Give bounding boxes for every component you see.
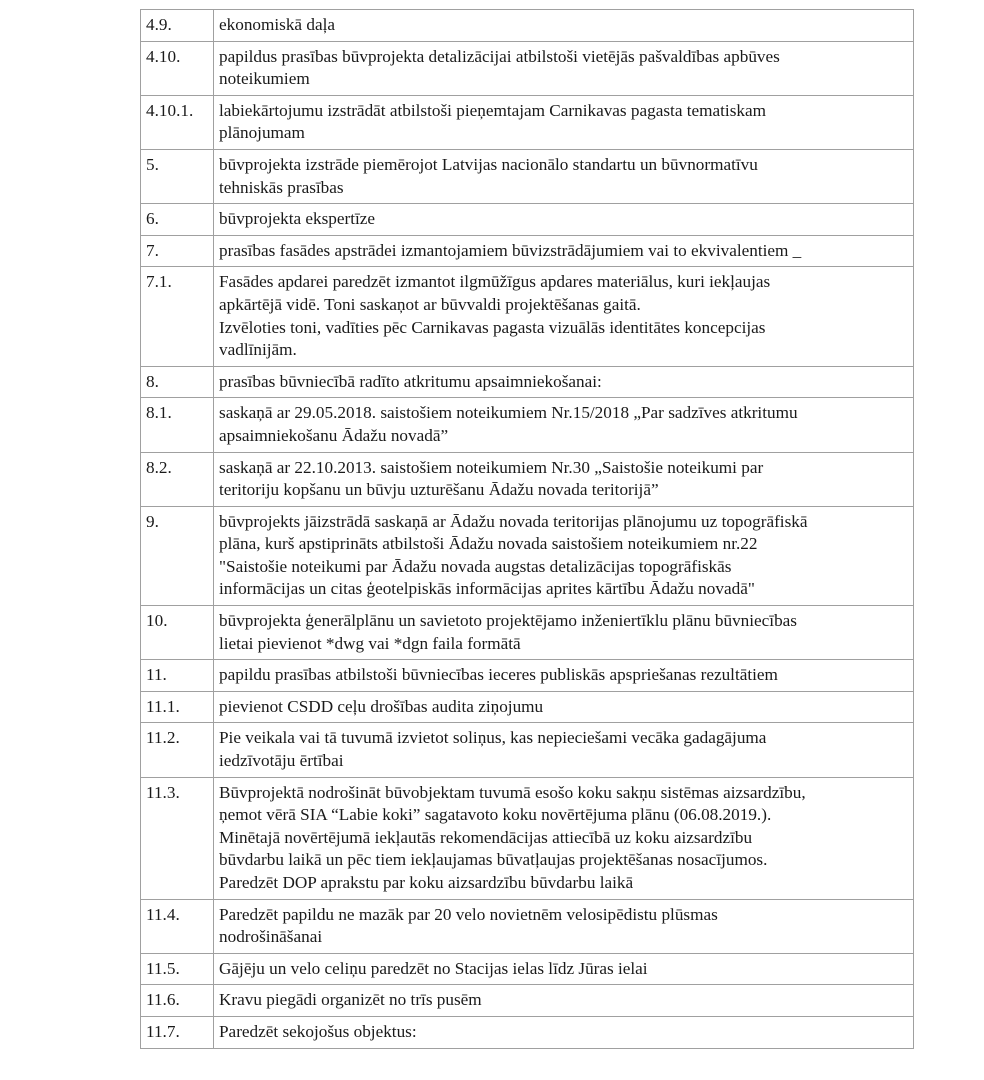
item-text [214, 1016, 914, 1048]
item-number: 4.9. [141, 10, 214, 42]
item-text [214, 149, 914, 203]
item-text-line: Paredzēt papildu ne mazāk par 20 velo novietnēm velosipēdistu plūsmas [219, 904, 718, 924]
item-text-line: Fasādes apdarei paredzēt izmantot ilgmūžīgus apdares materiālus, kuri iekļaujas [219, 272, 771, 292]
item-number: 6. [141, 204, 214, 236]
item-text [214, 95, 914, 149]
item-text-line: saskaņā ar 22.10.2013. saistošiem noteikumiem Nr.30 „Saistošie noteikumi par [219, 457, 764, 477]
item-text-line: Gājēju un velo celiņu paredzēt no Stacijas ielas līdz Jūras ielai [219, 958, 648, 978]
item-number: 4.10. [141, 41, 214, 95]
table-row [141, 1016, 914, 1048]
item-text [214, 899, 914, 953]
item-text [214, 10, 914, 42]
item-number: 7. [141, 235, 214, 267]
item-text-line: prasības būvniecībā radīto atkritumu apsaimniekošanai: [219, 371, 602, 391]
item-text-line: Izvēloties toni, vadīties pēc Carnikavas pagasta vizuālās identitātes koncepcijas [219, 317, 766, 337]
item-text-line: labiekārtojumu izstrādāt atbilstoši pieņemtajam Carnikavas pagasta tematiskam [219, 100, 766, 120]
item-text [214, 660, 914, 692]
table-row [141, 204, 914, 236]
table-row [141, 777, 914, 899]
table-row [141, 953, 914, 985]
item-text-line: plānojumam [219, 123, 305, 143]
item-text [214, 985, 914, 1017]
item-number: 11.4. [141, 899, 214, 953]
item-text-line: prasības fasādes apstrādei izmantojamiem būvizstrādājumiem vai to ekvivalentiem _ [219, 240, 802, 260]
item-text-line: papildus prasības būvprojekta detalizācijai atbilstoši vietējās pašvaldības apbūves [219, 46, 780, 66]
item-text-line: būvprojekta ekspertīze [219, 209, 376, 229]
item-text-line: Kravu piegādi organizēt no trīs pusēm [219, 990, 482, 1010]
item-number: 8. [141, 366, 214, 398]
table-row [141, 985, 914, 1017]
table-row [141, 10, 914, 42]
item-text [214, 41, 914, 95]
item-text-line: nodrošināšanai [219, 927, 323, 947]
item-text-line: "Saistošie noteikumi par Ādažu novada augstas detalizācijas topogrāfiskās [219, 556, 732, 576]
item-number: 11.1. [141, 691, 214, 723]
item-text [214, 235, 914, 267]
item-text [214, 953, 914, 985]
table-row [141, 691, 914, 723]
item-text [214, 723, 914, 777]
item-number: 8.1. [141, 398, 214, 452]
item-number: 11.3. [141, 777, 214, 899]
item-text-line: vadlīnijām. [219, 340, 297, 360]
item-text-line: Paredzēt sekojošus objektus: [219, 1021, 417, 1041]
table-row [141, 723, 914, 777]
item-number: 11.6. [141, 985, 214, 1017]
requirements-table [140, 9, 914, 1049]
table-row [141, 506, 914, 605]
table-row [141, 41, 914, 95]
item-text [214, 452, 914, 506]
table-row [141, 398, 914, 452]
item-text [214, 366, 914, 398]
item-number: 11.2. [141, 723, 214, 777]
item-text [214, 606, 914, 660]
item-text-line: pievienot CSDD ceļu drošības audita ziņojumu [219, 696, 544, 716]
item-number: 11. [141, 660, 214, 692]
item-text [214, 506, 914, 605]
item-text-line: lietai pievienot *dwg vai *dgn faila formātā [219, 633, 521, 653]
item-text-line: teritoriju kopšanu un būvju uzturēšanu Ādažu novada teritorijā” [219, 480, 659, 500]
item-text-line: plāna, kurš apstiprināts atbilstoši Ādažu novada saistošiem noteikumiem nr.22 [219, 534, 758, 554]
item-text-line: būvprojekts jāizstrādā saskaņā ar Ādažu novada teritorijas plānojumu uz topogrāfiskā [219, 511, 808, 531]
item-number: 4.10.1. [141, 95, 214, 149]
item-number: 7.1. [141, 267, 214, 366]
item-text [214, 204, 914, 236]
item-number: 11.7. [141, 1016, 214, 1048]
item-text-line: ekonomiskā daļa [219, 15, 335, 34]
item-text-line: Paredzēt DOP aprakstu par koku aizsardzību būvdarbu laikā [219, 873, 634, 892]
item-text-line: tehniskās prasības [219, 177, 344, 197]
table-row [141, 95, 914, 149]
item-text [214, 398, 914, 452]
item-text-line: Būvprojektā nodrošināt būvobjektam tuvumā esošo koku sakņu sistēmas aizsardzību, [219, 782, 806, 802]
item-text-line: būvdarbu laikā un pēc tiem iekļaujamas būvatļaujas projektēšanas nosacījumos. [219, 850, 768, 870]
item-text-line: saskaņā ar 29.05.2018. saistošiem noteikumiem Nr.15/2018 „Par sadzīves atkritumu [219, 403, 798, 423]
table-row [141, 606, 914, 660]
table-body [141, 10, 914, 1049]
item-text-line: apkārtējā vidē. Toni saskaņot ar būvvaldi projektēšanas gaitā. [219, 294, 641, 314]
table-row [141, 149, 914, 203]
item-text-line: Minētajā novērtējumā iekļautās rekomendācijas attiecībā uz koku aizsardzību [219, 827, 753, 847]
table-row [141, 235, 914, 267]
table-row [141, 660, 914, 692]
item-text-line: iedzīvotāju ērtībai [219, 751, 344, 771]
item-number: 5. [141, 149, 214, 203]
item-text-line: būvprojekta izstrāde piemērojot Latvijas nacionālo standartu un būvnormatīvu [219, 154, 758, 174]
item-text-line: informācijas un citas ģeotelpiskās informācijas aprites kārtību Ādažu novadā" [219, 579, 755, 599]
item-text [214, 267, 914, 366]
table-row [141, 452, 914, 506]
table-row [141, 267, 914, 366]
item-text [214, 691, 914, 723]
item-number: 8.2. [141, 452, 214, 506]
item-text-line: apsaimniekošanu Ādažu novadā” [219, 425, 449, 445]
table-row [141, 899, 914, 953]
item-text [214, 777, 914, 899]
item-text-line: papildu prasības atbilstoši būvniecības ieceres publiskās apspriešanas rezultātiem [219, 665, 778, 685]
item-number: 10. [141, 606, 214, 660]
item-text-line: ņemot vērā SIA “Labie koki” sagatavoto koku novērtējuma plānu (06.08.2019.). [219, 805, 772, 825]
item-text-line: būvprojekta ģenerālplānu un savietoto projektējamo inženiertīklu plānu būvniecības [219, 611, 797, 631]
item-text-line: Pie veikala vai tā tuvumā izvietot soliņus, kas nepieciešami vecāka gadagājuma [219, 728, 767, 748]
item-number: 11.5. [141, 953, 214, 985]
item-text-line: noteikumiem [219, 69, 310, 89]
table-row [141, 366, 914, 398]
item-number: 9. [141, 506, 214, 605]
